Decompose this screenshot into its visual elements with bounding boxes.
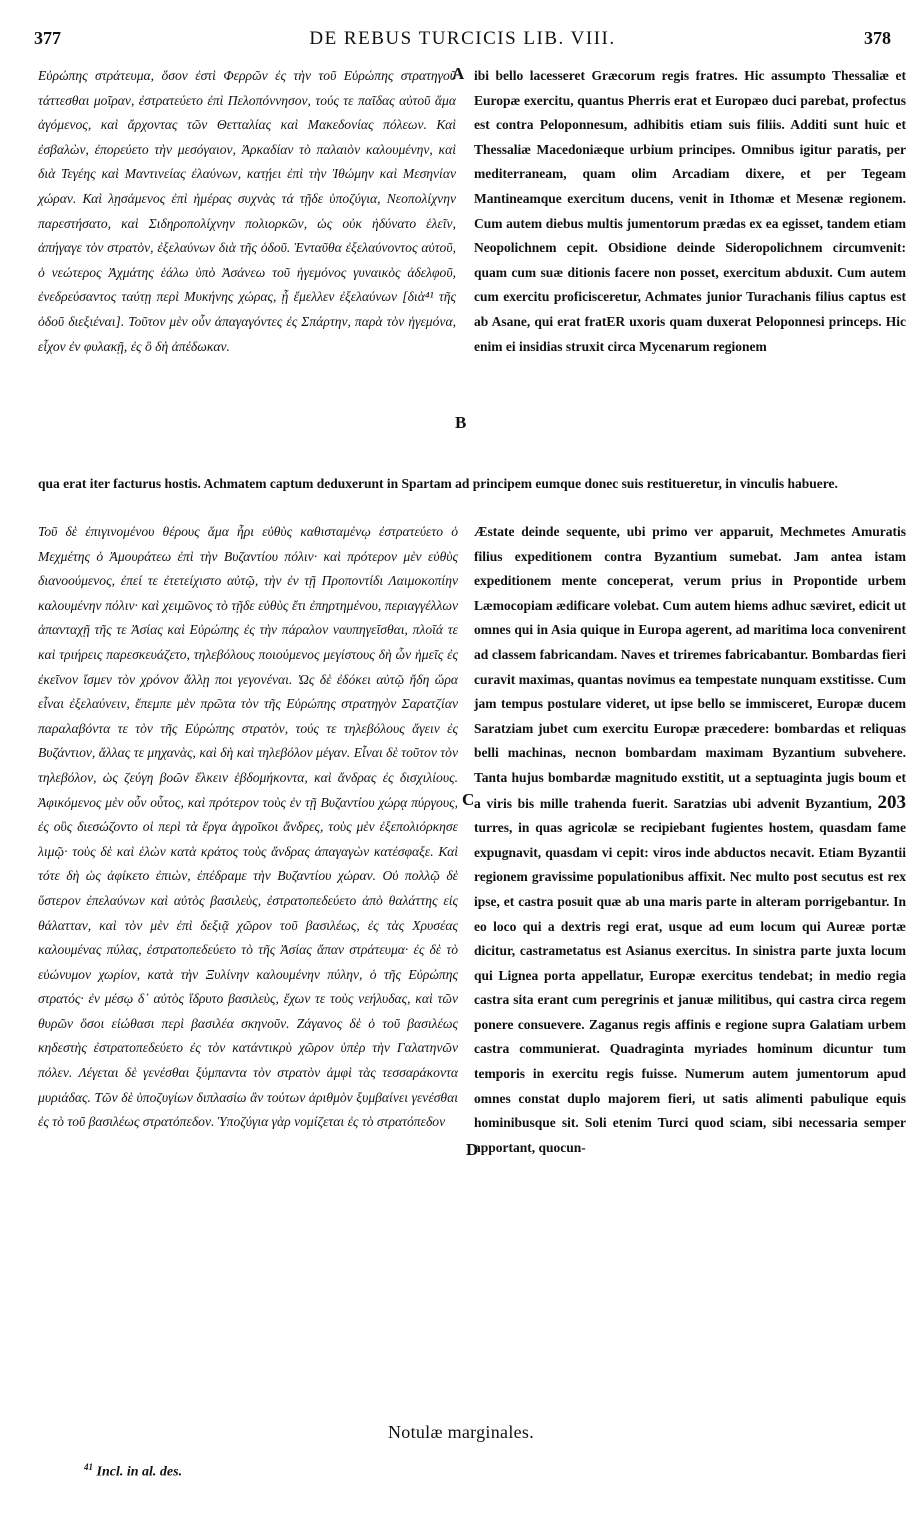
greek-column-1: Εὐρώπης στράτευμα, ὅσον ἐστὶ Φερρῶν ἐς τὴν τοῦ Εὐρώπης στρατηγοῦ τάττεσθαι μοῖραν, ἐστρατεύετο ἐπὶ Πελοπόννησον, τούς τε παῖδας αὐτοῦ ἅμα ἀγόμενος, καὶ ἄρχοντας τῶν Θετταλίας καὶ Μακεδονίας πόλεων. Καὶ ἐσβαλὼν, ἐπορεύετο τὴν μεσόγαιον, Ἀρκαδίαν τὸ παλαιὸν καλουμένην, καὶ διὰ Τεγέης καὶ Μαντινείας ἐλαύνων, κατῄει ἐπὶ τὴν Ἰθώμην καὶ Μεσηνίαν χώραν. Καὶ λῃσάμενος ἐπὶ ἡμέρας συχνὰς τά τῇδε ὑποζύγια, Νεοπολίχνην παρεστήσατο, καὶ Σιδηροπολίχνην πολιορκῶν, ὡς οὐκ ἠδύνατο ἑλεῖν, ἀπήγαγε τὸν στρατὸν, ἐξελαύνων διὰ τῆς ὁδοῦ. Ἐνταῦθα ἐξελαύνοντος αὐτοῦ, ὁ νεώτερος Ἀχμάτης ἑάλω ὑπὸ Ἀσάνεω τοῦ ἡγεμόνος γυναικὸς ἀδελφοῦ, ἐνεδρεύσαντος ταύτῃ περὶ Μυκήνης χώρας, ᾗ ἔμελλεν ἐξελαύνων [διὰ⁴¹ τῆς ὁδοῦ διεξιέναι]. Τοῦτον μὲν οὖν ἀπαγαγόντες ἐς Σπάρτην, παρὰ τὸν ἡγεμόνα, εἶχον ἐν φυλακῇ, ἐς ὃ δὴ ἀπέδωκαν. — [38, 68, 456, 354]
page-header — [30, 28, 895, 56]
latin-column-2-part-a: Æstate deinde sequente, ubi primo ver apparuit, Mechmetes Amuratis filius expeditionem contra Byzantium sumebat. Jam antea istam expeditionem mente conceperat, verum prius in Propontide urbem Læmocopiam ædificare volebat. Cum autem hiems adhuc sæviret, edicit ut omnes qui in Asia quique in Europa agerent, ad maritima loca convenirent ad classem fabricandam. Naves et triremes fabricabantur. Bombardas fieri curavit maximas, quantas novimus ea tempestate nunquam exstitisse. Cum jam tempus postulare videret, ut ipse bello se immisceret, Europæ ducem Saratziam jubet cum exercitu Europæ præcedere: bombardas et reliquas belli machinas, necnon bombardam maximam Byzantium subvehere. Tanta hujus bombardæ magnitudo exstitit, ut a septuaginta jugis boum et a viris bis mille trahenda fuerit. Saratzias ubi advenit Byzantium, — [474, 524, 906, 811]
footnote-number: 41 — [84, 1462, 93, 1472]
section-marker-c: C — [462, 790, 475, 809]
latin-column-1: ibi bello lacesseret Græcorum regis fratres. Hic assumpto Thessaliæ et Europæ exercitu, quantus Pherris erat et Europæo duci parebat, profectus est contra Peloponnesum, adhibitis etiam suis filiis. Additi sunt huic et Thessaliæ Macedoniæque urbium principes. Omnibus igitur paratis, per mediterraneam, quam olim Arcadiam dixere, et per Tegeam Mantineamque exercitum ducens, venit in Ithomæ et Mesenæ regionem. Cum autem diebus multis jumentorum prædas ex ea egisset, tandem etiam Neopolichnem cepit. Obsidione deinde Sideropolichnem circumvenit: quam cum suæ ditionis facere non posset, exercitum abduxit. Cum autem cum exercitu proficisceretur, Achmates junior Turachanis filius captus est ab Asane, qui erat fratER uxoris quam duxerat Peloponnesi princeps. Hic enim ei insidias struxit circa Mycenarum regionem — [474, 68, 906, 354]
latin-spanning-line: qua erat iter facturus hostis. Achmatem captum deduxerunt in Spartam ad principem eumque donec suis restitueretur, in vinculis habuere. — [38, 476, 838, 491]
page-number-right: 378 — [864, 28, 891, 48]
latin-column-2-part-b: turres, in quas agricolæ se recipiebant fugientes hostem, quasdam fame expugnavit, quasdam vi cepit: viros inde abductos necavit. Etiam Byzantii regionem gravissime populationibus affixit. Nec multo post secutus est rex ipse, et castra posuit quæ ab una maris parte in alteram porrigebantur. In eo loco qui a dextris regi erat, usque ad eum locum qui Aureæ portæ dicitur, castrametatus est Asianus exercitus. In sinistra parte juxta locum qui Lignea porta appellatur, Europæ exercitus tendebat; in medio regia castra sita erant cum peregrinis et januæ militibus, qui castra circa regem ponere consuevere. Zaganus regis affinis e regione supra Galatiam urbem castra communierat. Quadraginta myriades hominum dicuntur tum temporis in exercitu regis fuisse. Numerum autem jumentorum apud omnes constat duplo majorem fieri, ut satis alimenti pabulique equis hominibusque sit. Soli etenim Turci quod sciam, sibi necessaria semper apportant, quocun- — [474, 820, 906, 1155]
section-marker-a: A — [452, 64, 465, 83]
latin-column-2 — [474, 520, 906, 1160]
section-marker-b: B — [455, 413, 467, 432]
footnote — [84, 1462, 182, 1481]
greek-column-2: Τοῦ δὲ ἐπιγινομένου θέρους ἅμα ἦρι εὐθὺς καθισταμένῳ ἐστρατεύετο ὁ Μεχμέτης ὁ Ἀμουράτεω ἐπὶ τὴν Βυζαντίου πόλιν· καὶ πρότερον μὲν εὐθὺς διανοούμενος, ἐπεί τε ἐτετείχιστο αὐτῷ, τὴν ἐν τῇ Προποντίδι Λαιμοκοπίην καλουμένην πόλιν· καὶ χειμῶνος τὸ τῇδε εὐθὺς ἔτι ἐπηρτημένου, περιαγγέλλων ἁπανταχῇ τῆς τε Ἀσίας καὶ Εὐρώπης ἐς τὴν πάραλον ναυπηγεῖσθαι, πλοῖά τε καὶ τριήρεις παρεσκευάζετο, τηλεβόλους ποιούμενος μεγίστους δὴ ὧν ἡμεῖς ἐς ἐκεῖνον ἴσμεν τὸν χρόνον ἄλλῃ ποι γεγονέναι. Ὡς δὲ ἐδόκει αὐτῷ ἤδη ὥρα εἶναι ἐξελαύνειν, ἔπεμπε μὲν πρῶτα τὸν τῆς Εὐρώπης στρατηγὸν Σαρατζίαν παραλαβόντα τε τὸν τῆς Εὐρώπης στρατὸν, τούς τε τηλεβόλους ἄγειν ἐς Βυζάντιον, ἄλλας τε μηχανὰς, καὶ δὴ καὶ τηλεβόλον μέγαν. Εἶναι δὲ τοῦτον τὸν τηλεβόλον, ὡς ζεύγη βοῶν ἕλκειν ἑβδομήκοντα, καὶ ἄνδρας ἐς δισχιλίους. Ἀφικόμενος μὲν οὖν οὗτος, καὶ πρότερον τοὺς ἐν τῇ Βυζαντίου χώρᾳ πύργους, ἐς οὓς διεσώζοντο οἱ περὶ τὰ ἔργα ἀγροῖκοι ἄνδρες, τοὺς μὲν ἐξεπολιόρκησε λιμῷ· τοὺς δὲ καὶ ἑλὼν κατὰ κράτος τοὺς ἄνδρας ἀπαγαγὼν κατέσφαξε. Καὶ τότε δὴ ὡς ἀφίκετο ἐπιὼν, ἐπέδραμε τὴν Βυζαντίου χώραν. Οὐ πολλῷ δὲ ὕστερον ἐπελαύνων καὶ αὐτὸς βασιλεὺς, ἐστρατοπεδεύετο ἀπὸ θαλάττης εἰς θάλατταν, καὶ τὸν μὲν ἐπὶ δεξιᾷ χῶρον τοῦ βασιλέως, ἐς τὰς Χρυσέας καλουμένας πύλας, ἐστρατοπεδεύετο τὸ τῆς Ἀσίας ἅπαν στράτευμα· ἐς δὲ τὸ εὐώνυμον χωρίον, κατὰ τὴν Ξυλίνην καλουμένην πύλην, ὁ τῆς Εὐρώπης στρατός· ἐν μέσῳ δ᾽ αὐτὸς ἵδρυτο βασιλεὺς, ἔχων τε τοὺς νεήλυδας, καὶ τῶν θυρῶν ὅσοι εἰώθασι περὶ βασιλέα σκηνοῦν. Ζάγανος δὲ ὁ τοῦ βασιλέως κηδεστὴς ἐστρατοπεδεύετο ἐς τὸν κατάντικρὺ χῶρον ὑπὲρ τὴν Γαλατηνῶν πόλεν. Λέγεται δὲ γενέσθαι ξύμπαντα τὸν στρατὸν ἀμφὶ τὰς τεσσαράκοντα μυριάδας. Τῶν δὲ ὑποζυγίων διπλασίω ἂν τούτων ἀριθμὸν ξυμβαίνει γενέσθαι ἐς τὸ τοῦ βασιλέως στρατόπεδον. Ὑποζύγια γὰρ νομίζεται ἐς τὸ στρατόπεδον — [38, 524, 458, 1130]
page-number-left: 377 — [34, 28, 61, 48]
notulae-heading: Notulæ marginales. — [387, 1422, 535, 1442]
original-page-number: 203 — [877, 791, 906, 813]
running-title: DE REBUS TURCICIS LIB. VIII. — [309, 28, 616, 49]
section-marker-d: D — [466, 1140, 479, 1159]
footnote-text: Incl. in al. des. — [96, 1464, 183, 1480]
